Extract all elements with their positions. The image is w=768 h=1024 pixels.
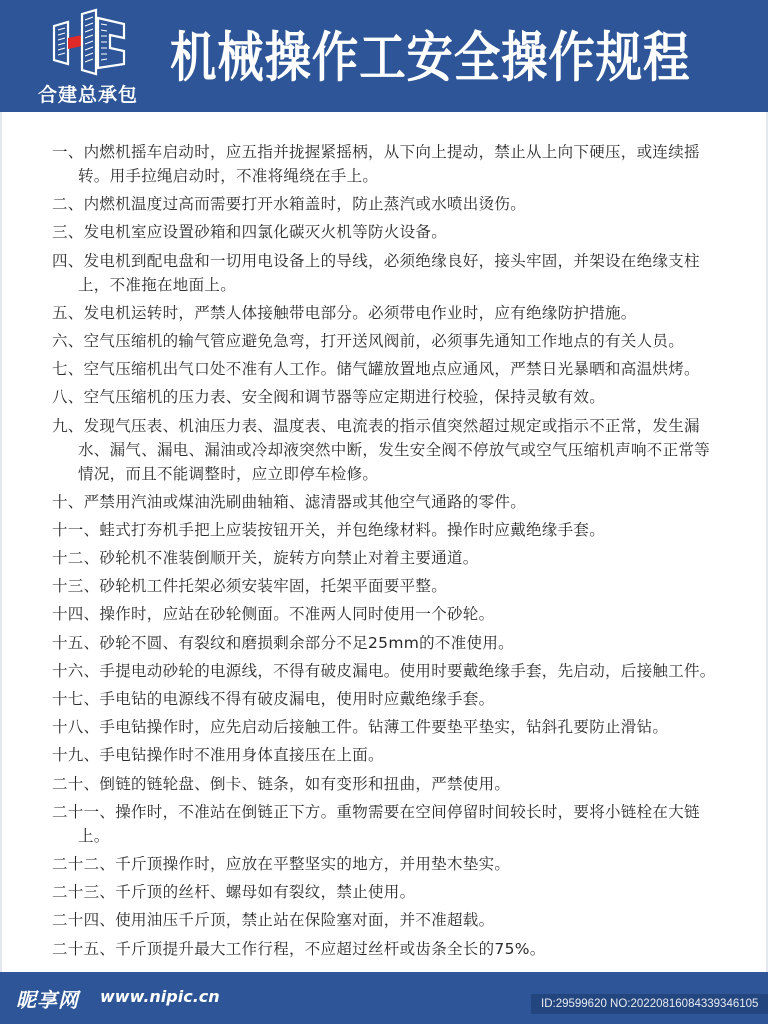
rule-text: 严禁用汽油或煤油洗刷曲轴箱、滤清器或其他空气通路的零件。 bbox=[83, 492, 527, 511]
rule-number: 七、 bbox=[52, 360, 84, 379]
rule-item bbox=[52, 249, 722, 297]
rule-item bbox=[52, 852, 722, 876]
rule-number: 十三、 bbox=[52, 577, 100, 596]
rule-item bbox=[52, 687, 722, 711]
rule-number: 二十五、 bbox=[52, 939, 116, 958]
hc-buildings-logo-icon bbox=[50, 8, 128, 76]
rule-item bbox=[52, 715, 722, 739]
rule-item bbox=[52, 631, 722, 655]
rules-panel bbox=[0, 112, 768, 972]
watermark-url[interactable]: www.nipic.cn bbox=[100, 987, 220, 1006]
rule-text: 操作时，应站在砂轮侧面。不准两人同时使用一个砂轮。 bbox=[99, 605, 495, 624]
rule-item bbox=[52, 357, 722, 381]
rule-text: 手提电动砂轮的电源线，不得有破皮漏电。使用时要戴绝缘手套，先启动，后接触工件。 bbox=[99, 661, 716, 680]
rule-text: 空气压缩机的输气管应避免急弯，打开送风阀前，必须事先通知工作地点的有关人员。 bbox=[83, 331, 685, 350]
rule-number: 九、 bbox=[52, 416, 84, 435]
rule-number: 十一、 bbox=[52, 520, 100, 539]
rule-item bbox=[52, 329, 722, 353]
rule-text: 千斤顶提升最大工作行程，不应超过丝杆或齿条全长的75%。 bbox=[115, 939, 546, 958]
rule-item bbox=[52, 192, 722, 216]
rule-text: 发现气压表、机油压力表、温度表、电流表的指示值突然超过规定或指示不正常，发生漏水、漏气、漏电、漏油或冷却液突然中断，发生安全阀不停放气或空气压缩机声响不正常等情况，而且不能调整时，应立即停车检修。 bbox=[78, 416, 711, 483]
header-banner bbox=[0, 0, 768, 112]
rule-item bbox=[52, 220, 722, 244]
rule-text: 发电机到配电盘和一切用电设备上的导线，必须绝缘良好，接头牢固，并架设在绝缘支柱上，不准拖在地面上。 bbox=[78, 251, 700, 294]
rule-number: 十、 bbox=[52, 492, 84, 511]
rule-item bbox=[52, 659, 722, 683]
rule-number: 三、 bbox=[52, 223, 84, 242]
rule-text: 千斤顶操作时，应放在平整坚实的地方，并用垫木垫实。 bbox=[115, 854, 511, 873]
rule-item bbox=[52, 518, 722, 542]
rule-number: 十二、 bbox=[52, 549, 100, 568]
logo-text: 合建总承包 bbox=[37, 84, 138, 106]
rule-item bbox=[52, 490, 722, 514]
rule-text: 内燃机温度过高而需要打开水箱盖时，防止蒸汽或水喷出烫伤。 bbox=[83, 195, 527, 214]
rule-item bbox=[52, 908, 722, 932]
rule-text: 使用油压千斤顶，禁止站在保险塞对面，并不准超载。 bbox=[115, 911, 495, 930]
rule-text: 倒链的链轮盘、倒卡、链条，如有变形和扭曲，严禁使用。 bbox=[99, 774, 511, 793]
rule-text: 发电机运转时，严禁人体接触带电部分。必须带电作业时，应有绝缘防护措施。 bbox=[83, 303, 637, 322]
rule-number: 十四、 bbox=[52, 605, 100, 624]
rules-list bbox=[52, 140, 722, 965]
rule-number: 二十三、 bbox=[52, 883, 116, 902]
rule-item bbox=[52, 800, 722, 848]
image-id-label: ID:29599620 NO:20220816084339346105 bbox=[531, 994, 768, 1014]
rule-text: 内燃机摇车启动时，应五指并拢握紧摇柄，从下向上提动，禁止从上向下硬压，或连续摇转。用手拉绳启动时，不准将绳绕在手上。 bbox=[78, 143, 700, 185]
rule-text: 千斤顶的丝杆、螺母如有裂纹，禁止使用。 bbox=[115, 883, 416, 902]
rule-item bbox=[52, 772, 722, 796]
rule-text: 手电钻的电源线不得有破皮漏电，使用时应戴绝缘手套。 bbox=[99, 690, 495, 708]
rule-number: 十七、 bbox=[52, 690, 100, 708]
rule-item bbox=[52, 574, 722, 598]
company-logo bbox=[18, 6, 158, 106]
rule-number: 十六、 bbox=[52, 661, 100, 680]
rule-text: 砂轮机不准装倒顺开关，旋转方向禁止对着主要通道。 bbox=[99, 549, 479, 568]
rule-number: 二十二、 bbox=[52, 854, 116, 873]
rule-number: 一、 bbox=[52, 143, 84, 161]
rule-number: 十八、 bbox=[52, 718, 100, 737]
rule-text: 操作时，不准站在倒链正下方。重物需要在空间停留时间较长时，要将小链栓在大链上。 bbox=[78, 802, 700, 845]
watermark-brand: 昵享网 bbox=[16, 988, 79, 1012]
rule-text: 蛙式打夯机手把上应装按钮开关，并包绝缘材料。操作时应戴绝缘手套。 bbox=[99, 520, 606, 539]
rule-text: 空气压缩机出气口处不准有人工作。储气罐放置地点应通风，严禁日光暴晒和高温烘烤。 bbox=[83, 360, 700, 379]
rule-text: 发电机室应设置砂箱和四氯化碳灭火机等防火设备。 bbox=[83, 223, 448, 242]
rule-item bbox=[52, 301, 722, 325]
rule-number: 二十四、 bbox=[52, 911, 116, 930]
rule-number: 五、 bbox=[52, 303, 84, 322]
rule-item bbox=[52, 880, 722, 904]
rule-text: 砂轮不圆、有裂纹和磨损剩余部分不足25mm的不准使用。 bbox=[99, 633, 514, 652]
rule-number: 二、 bbox=[52, 195, 84, 214]
rule-number: 四、 bbox=[52, 251, 84, 270]
rule-text: 手电钻操作时不准用身体直接压在上面。 bbox=[99, 746, 384, 765]
rule-number: 十九、 bbox=[52, 746, 100, 765]
rule-number: 二十一、 bbox=[52, 802, 116, 821]
rule-number: 六、 bbox=[52, 331, 84, 350]
rule-text: 空气压缩机的压力表、安全阀和调节器等应定期进行校验，保持灵敏有效。 bbox=[83, 388, 606, 407]
rule-item bbox=[52, 602, 722, 626]
rule-item bbox=[52, 743, 722, 767]
rule-text: 手电钻操作时，应先启动后接触工件。钻薄工件要垫平垫实，钻斜孔要防止滑钻。 bbox=[99, 718, 669, 737]
rule-item bbox=[52, 385, 722, 409]
rule-item bbox=[52, 937, 722, 961]
rule-number: 二十、 bbox=[52, 774, 100, 793]
rule-number: 八、 bbox=[52, 388, 84, 407]
rule-text: 砂轮机工件托架必须安装牢固，托架平面要平整。 bbox=[99, 577, 448, 596]
rule-item bbox=[52, 414, 722, 486]
rule-item bbox=[52, 546, 722, 570]
page-title: 机械操作工安全操作规程 bbox=[170, 26, 691, 89]
rule-number: 十五、 bbox=[52, 633, 100, 652]
rule-item bbox=[52, 140, 722, 188]
